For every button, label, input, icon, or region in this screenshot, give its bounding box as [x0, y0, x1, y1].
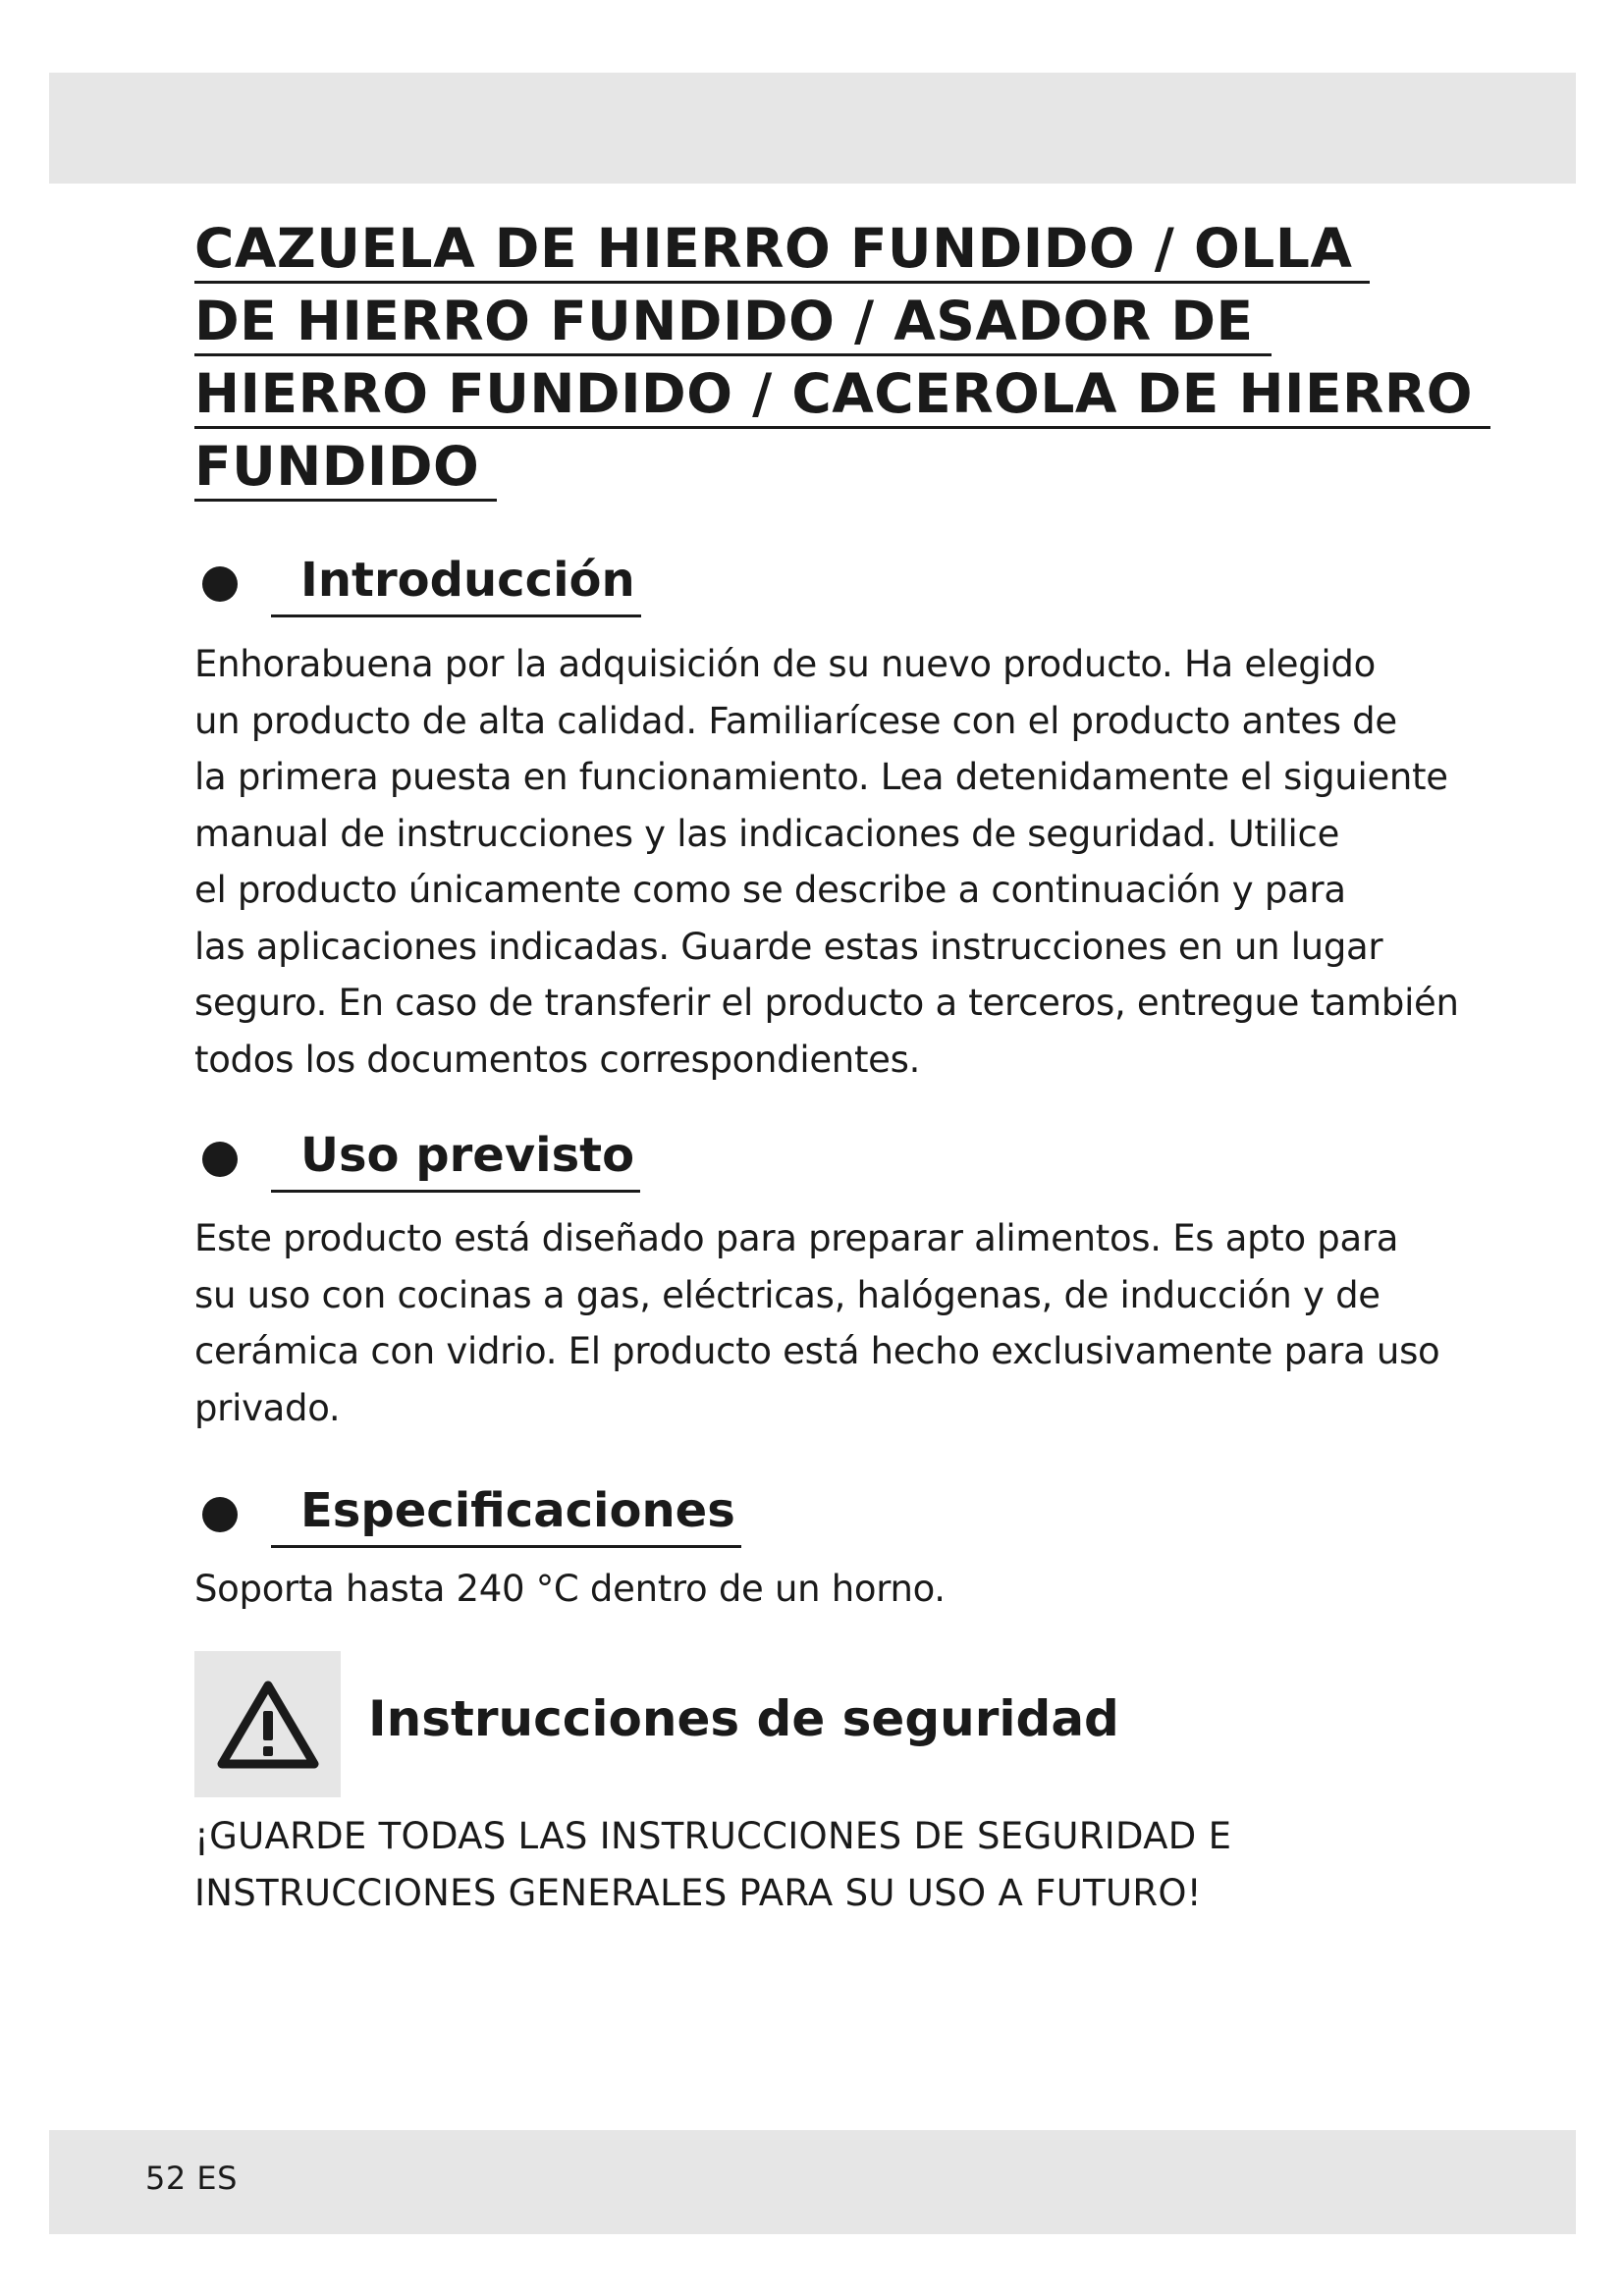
section-title: Introducción	[271, 550, 641, 617]
title-line: DE HIERRO FUNDIDO / ASADOR DE	[194, 289, 1272, 356]
text-line: privado.	[194, 1386, 341, 1429]
intro-paragraph	[194, 636, 1471, 1088]
text-line: cerámica con vidrio. El producto está hecho exclusivamente para uso	[194, 1330, 1440, 1372]
text-line: todos los documentos correspondientes.	[194, 1038, 921, 1081]
safety-title: Instrucciones de seguridad	[368, 1689, 1119, 1747]
text-line: ¡GUARDE TODAS LAS INSTRUCCIONES DE SEGURIDAD E	[194, 1815, 1232, 1857]
text-line: la primera puesta en funcionamiento. Lea detenidamente el siguiente	[194, 756, 1448, 798]
text-line: manual de instrucciones y las indicaciones de seguridad. Utilice	[194, 812, 1340, 855]
text-line: el producto únicamente como se describe a continuación y para	[194, 869, 1346, 911]
text-line: Enhorabuena por la adquisición de su nuevo producto. Ha elegido	[194, 643, 1376, 685]
title-line: CAZUELA DE HIERRO FUNDIDO / OLLA	[194, 216, 1370, 284]
warning-triangle-icon	[214, 1678, 322, 1772]
text-line: INSTRUCCIONES GENERALES PARA SU USO A FUTURO!	[194, 1872, 1202, 1914]
section-title: Uso previsto	[271, 1125, 640, 1193]
text-line: Soporta hasta 240 °C dentro de un horno.	[194, 1568, 946, 1610]
safety-notice	[194, 1808, 1231, 1922]
header-bar	[49, 73, 1576, 184]
bullet-icon	[202, 1142, 238, 1177]
bullet-icon	[202, 566, 238, 602]
intended-use-paragraph	[194, 1210, 1471, 1436]
title-line: FUNDIDO	[194, 434, 497, 502]
title-line: HIERRO FUNDIDO / CACEROLA DE HIERRO	[194, 361, 1490, 429]
section-heading-intended-use	[202, 1125, 640, 1193]
document-title	[194, 212, 1490, 503]
text-line: las aplicaciones indicadas. Guarde estas instrucciones en un lugar	[194, 925, 1383, 968]
safety-heading-block	[194, 1651, 1119, 1797]
section-title: Especificaciones	[271, 1480, 741, 1548]
text-line: un producto de alta calidad. Familiarícese con el producto antes de	[194, 699, 1397, 742]
text-line: su uso con cocinas a gas, eléctricas, halógenas, de inducción y de	[194, 1273, 1380, 1316]
page-number: 52 ES	[145, 2160, 238, 2197]
specs-paragraph	[194, 1561, 1471, 1618]
text-line: Este producto está diseñado para preparar alimentos. Es apto para	[194, 1217, 1399, 1259]
section-heading-specs	[202, 1480, 741, 1548]
bullet-icon	[202, 1497, 238, 1532]
footer-bar	[49, 2130, 1576, 2234]
text-line: seguro. En caso de transferir el producto a terceros, entregue también	[194, 982, 1459, 1024]
warning-icon-box	[194, 1651, 341, 1797]
section-heading-intro	[202, 550, 641, 617]
